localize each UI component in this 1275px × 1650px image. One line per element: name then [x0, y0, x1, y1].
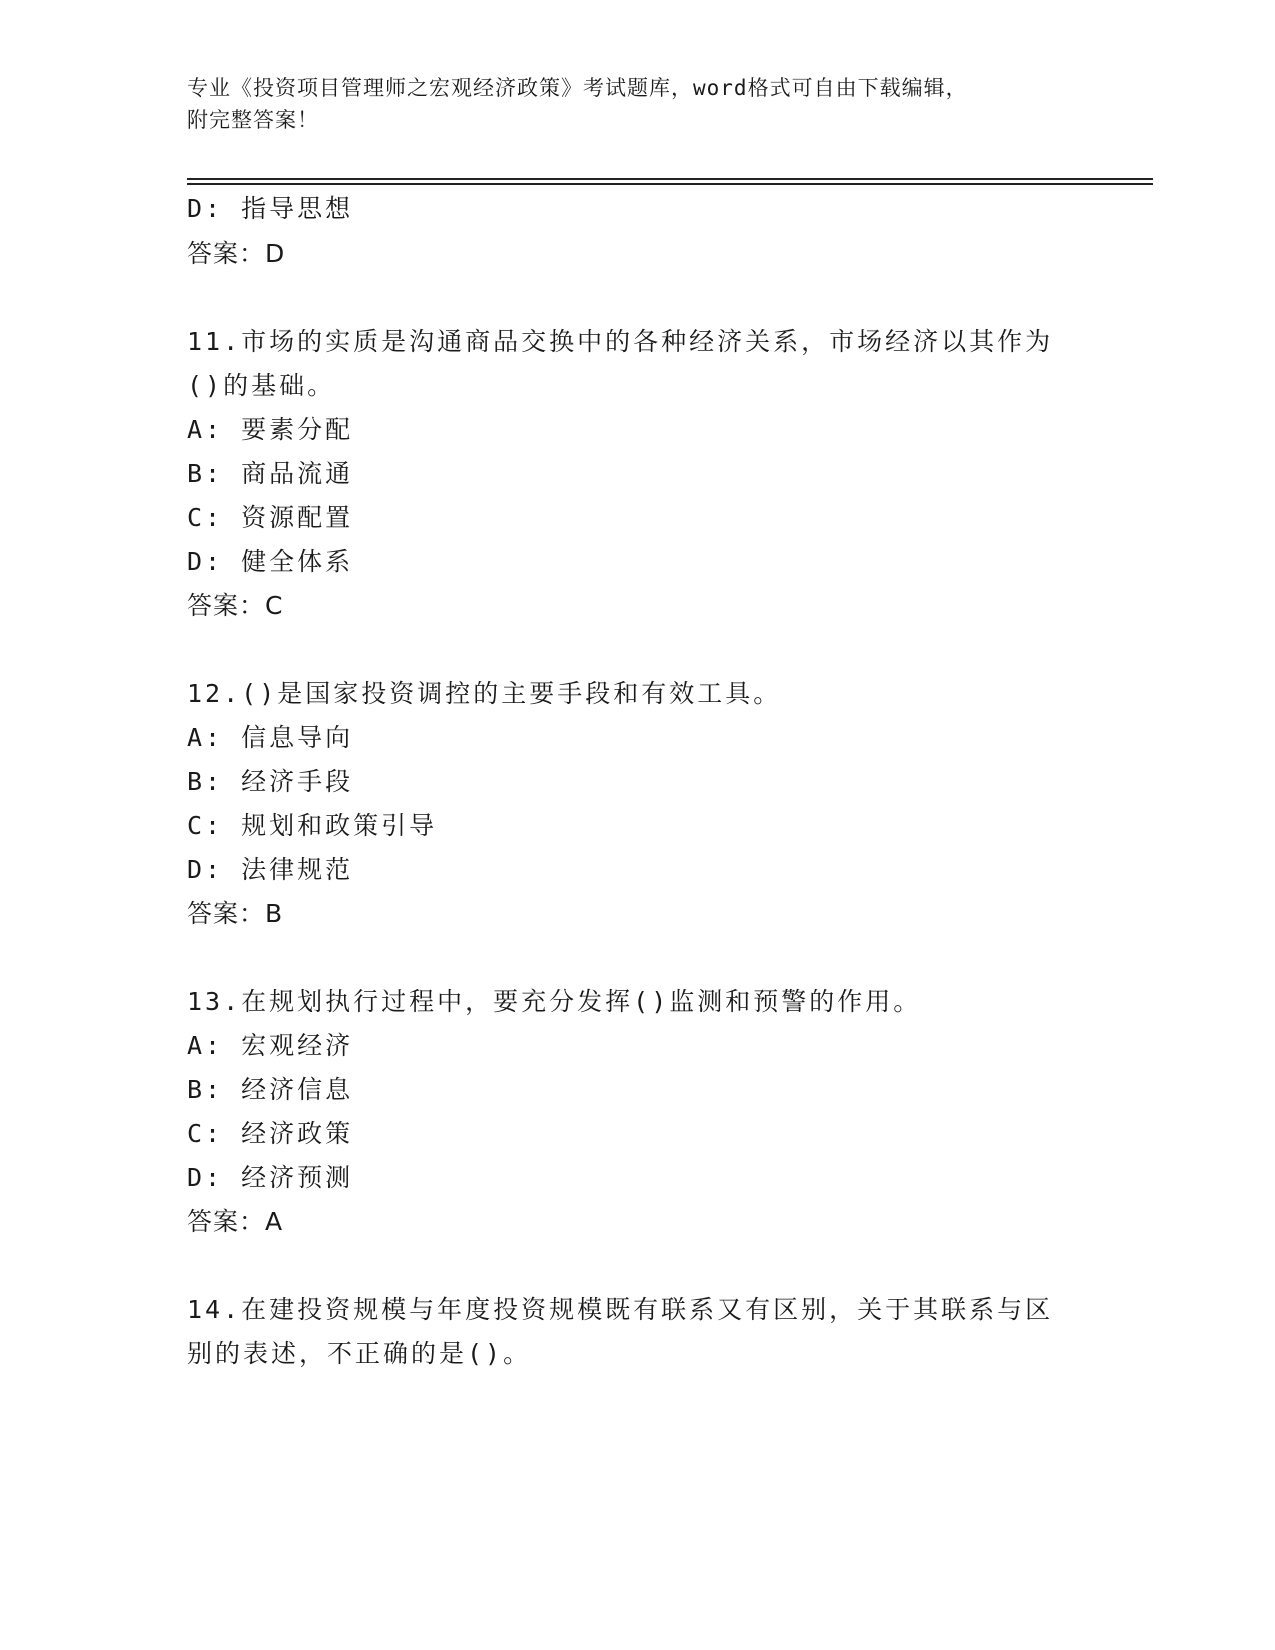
header-line-2: 附完整答案！	[187, 108, 319, 132]
q11-option-c: C: 资源配置	[187, 503, 354, 532]
header-divider-top	[187, 178, 1153, 180]
q13-stem-line-1: 13.在规划执行过程中，要充分发挥()监测和预警的作用。	[187, 987, 922, 1016]
document-header	[187, 72, 1067, 136]
q13-answer: 答案：A	[187, 1207, 284, 1236]
q11-stem-line-2: ()的基础。	[187, 371, 336, 400]
q11-option-d: D: 健全体系	[187, 547, 354, 576]
prev-option-d: D: 指导思想	[187, 194, 354, 223]
q12-option-a: A: 信息导向	[187, 723, 354, 752]
header-line-1: 专业《投资项目管理师之宏观经济政策》考试题库，word格式可自由下载编辑，	[187, 76, 968, 100]
q12-option-d: D: 法律规范	[187, 855, 354, 884]
prev-answer: 答案：D	[187, 239, 286, 268]
q13-option-a: A: 宏观经济	[187, 1031, 354, 1060]
q12-option-b: B: 经济手段	[187, 767, 354, 796]
q13-option-d: D: 经济预测	[187, 1163, 354, 1192]
q13-option-c: C: 经济政策	[187, 1119, 354, 1148]
q12-answer: 答案：B	[187, 899, 284, 928]
header-divider-bottom	[187, 183, 1153, 185]
q11-stem-line-1: 11.市场的实质是沟通商品交换中的各种经济关系，市场经济以其作为	[187, 327, 1054, 356]
q12-stem-line-1: 12.()是国家投资调控的主要手段和有效工具。	[187, 679, 782, 708]
q12-option-c: C: 规划和政策引导	[187, 811, 438, 840]
q11-option-a: A: 要素分配	[187, 415, 354, 444]
q14-stem-line-1: 14.在建投资规模与年度投资规模既有联系又有区别，关于其联系与区	[187, 1295, 1054, 1324]
q11-answer: 答案：C	[187, 591, 284, 620]
q11-option-b: B: 商品流通	[187, 459, 354, 488]
q13-option-b: B: 经济信息	[187, 1075, 354, 1104]
q14-stem-line-2: 别的表述，不正确的是()。	[187, 1339, 532, 1368]
